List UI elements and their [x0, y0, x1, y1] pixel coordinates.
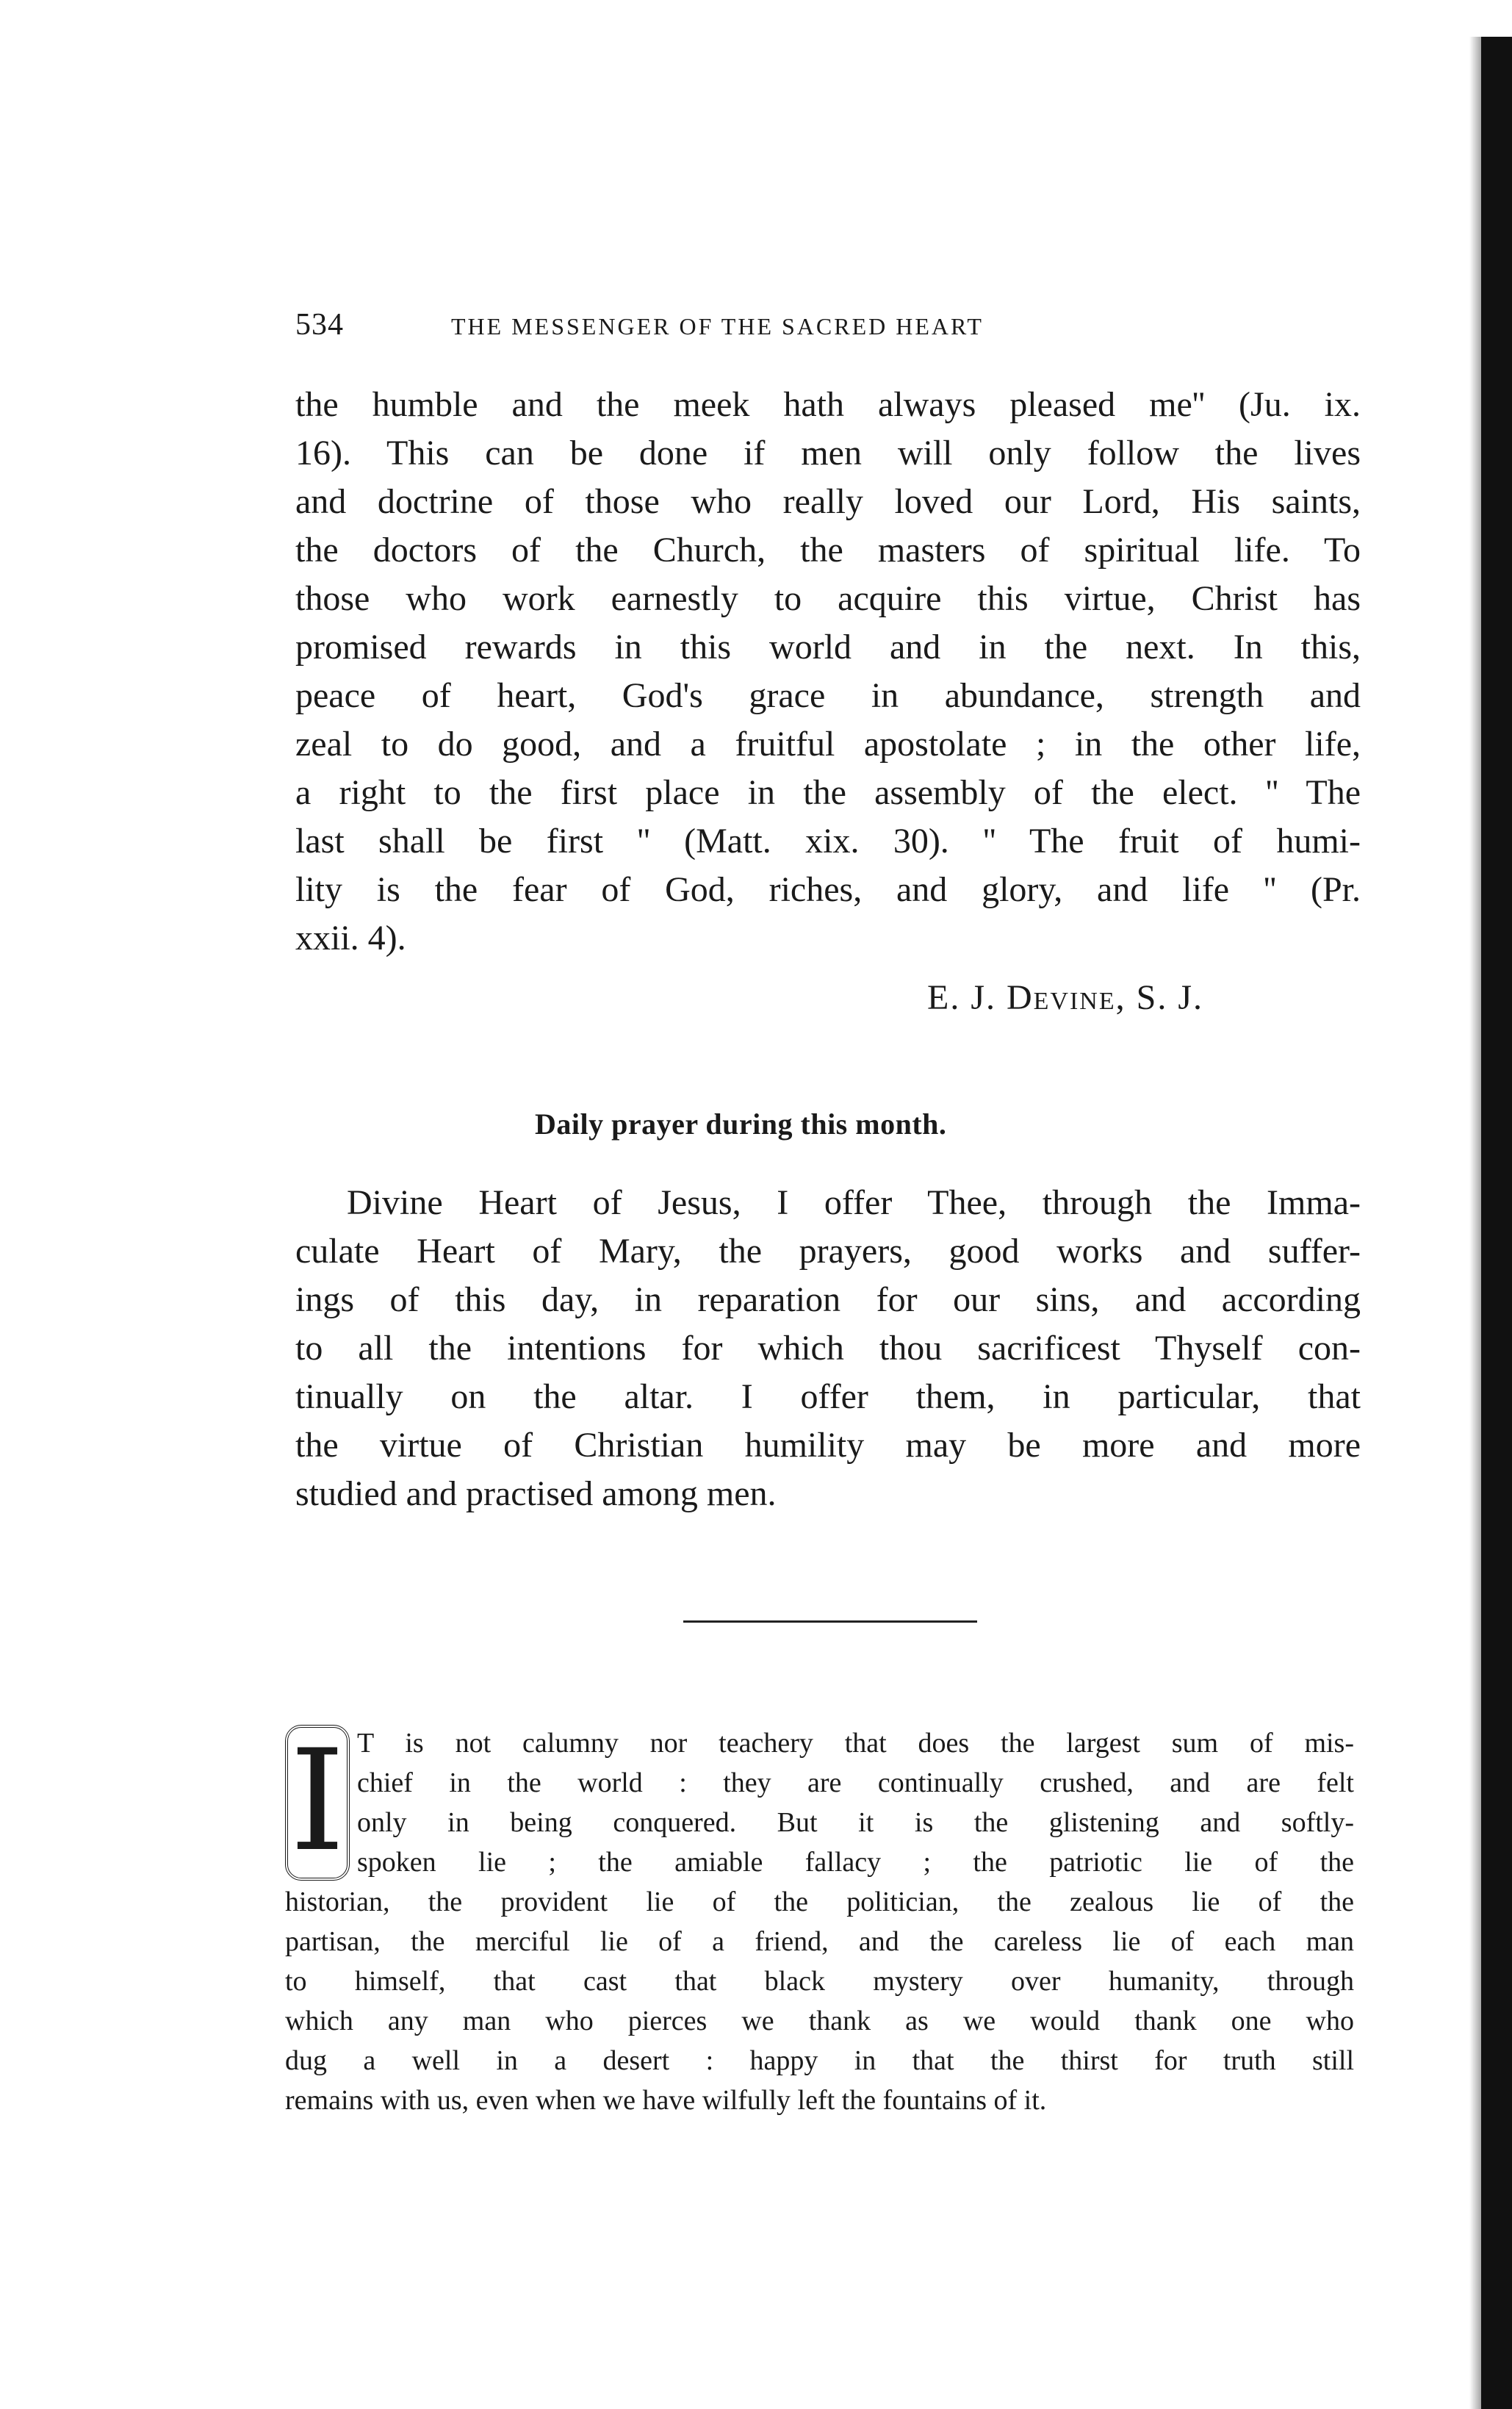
text-line: zeal to do good, and a fruitful apostolate ; in the other life,: [295, 725, 1361, 764]
running-head: [295, 307, 1250, 351]
article-paragraph: [295, 381, 1361, 963]
text-line: only in being conquered. But it is the glistening and softly-: [357, 1807, 1354, 1838]
page-edge-gradient: [1469, 37, 1481, 2409]
text-line: xxii. 4).: [295, 919, 406, 958]
text-line: those who work earnestly to acquire this virtue, Christ has: [295, 579, 1361, 618]
author-signature: [927, 977, 1203, 1018]
drop-cap-letter: I: [285, 1725, 350, 1881]
text-line: T is not calumny nor teachery that does the largest sum of mis-: [357, 1728, 1354, 1759]
text-line: Divine Heart of Jesus, I offer Thee, through the Imma-: [347, 1183, 1361, 1222]
page-number: 534: [295, 308, 344, 342]
page-edge-shadow: [1481, 37, 1512, 2409]
prayer-heading: Daily prayer during this month.: [535, 1107, 947, 1141]
text-line: ings of this day, in reparation for our sins, and according: [295, 1280, 1361, 1319]
prayer-paragraph: [295, 1179, 1361, 1518]
text-line: the humble and the meek hath always pleased me'' (Ju. ix.: [295, 385, 1361, 424]
text-line: partisan, the merciful lie of a friend, and the careless lie of each man: [285, 1926, 1354, 1957]
section-divider: [683, 1620, 977, 1623]
text-line: culate Heart of Mary, the prayers, good works and suffer-: [295, 1232, 1361, 1271]
signature-suffix: , S. J.: [1115, 978, 1204, 1017]
text-line: peace of heart, God's grace in abundance, strength and: [295, 676, 1361, 715]
text-line: promised rewards in this world and in the next. In this,: [295, 628, 1361, 667]
text-line: historian, the provident lie of the politician, the zealous lie of the: [285, 1886, 1354, 1917]
text-line: tinually on the altar. I offer them, in particular, that: [295, 1377, 1361, 1416]
text-line: last shall be first '' (Matt. xix. 30). '' The fruit of humi-: [295, 822, 1361, 861]
quote-paragraph: [285, 1720, 1354, 2120]
text-line: the doctors of the Church, the masters of spiritual life. To: [295, 531, 1361, 570]
signature-initials: E. J.: [927, 978, 1007, 1017]
text-line: a right to the first place in the assembly of the elect. '' The: [295, 773, 1361, 812]
text-line: and doctrine of those who really loved our Lord, His saints,: [295, 482, 1361, 521]
text-line: spoken lie ; the amiable fallacy ; the patriotic lie of the: [357, 1847, 1354, 1878]
text-line: dug a well in a desert : happy in that the thirst for truth still: [285, 2045, 1354, 2076]
text-line: studied and practised among men.: [295, 1474, 777, 1513]
text-line: lity is the fear of God, riches, and glory, and life '' (Pr.: [295, 870, 1361, 909]
text-line: to all the intentions for which thou sacrificest Thyself con-: [295, 1329, 1361, 1368]
running-title: THE MESSENGER OF THE SACRED HEART: [451, 313, 984, 340]
text-line: the virtue of Christian humility may be more and more: [295, 1426, 1361, 1465]
text-line: chief in the world : they are continually crushed, and are felt: [357, 1767, 1354, 1798]
text-line: to himself, that cast that black mystery over humanity, through: [285, 1966, 1354, 1997]
text-line: remains with us, even when we have wilfully left the fountains of it.: [285, 2085, 1047, 2116]
text-line: 16). This can be done if men will only follow the lives: [295, 434, 1361, 473]
signature-name: Devine: [1007, 978, 1116, 1017]
text-line: which any man who pierces we thank as we would thank one who: [285, 2006, 1354, 2036]
